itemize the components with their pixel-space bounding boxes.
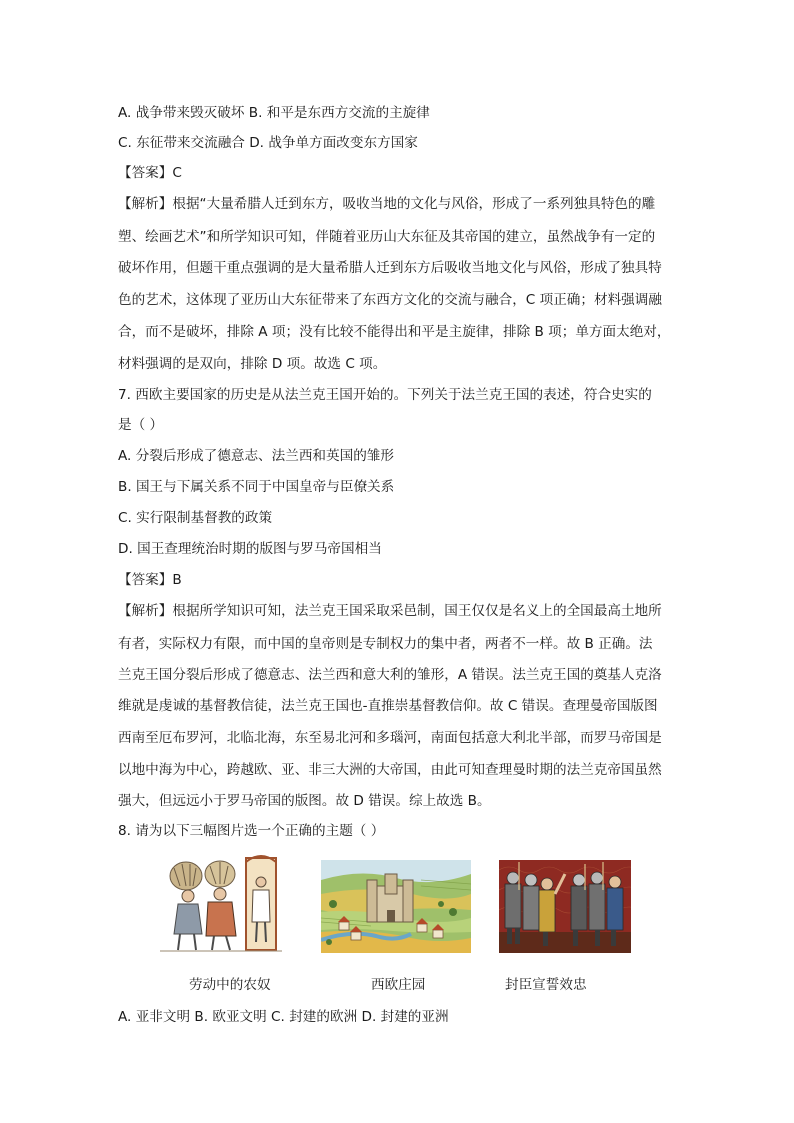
- q6-analysis-line: 色的艺术，这体现了亚历山大东征带来了东西方文化的交流与融合，C 项正确；材料强调融: [118, 292, 662, 308]
- q6-analysis-line: 合，而不是破坏，排除 A 项；没有比较不能得出和平是主旋律，排除 B 项；单方面太绝对，: [118, 324, 671, 340]
- q8-stem: 8. 请为以下三幅图片选一个正确的主题（ ）: [118, 823, 385, 839]
- q7-analysis-line: 兰克王国分裂后形成了德意志、法兰西和意大利的雏形，A 错误。法兰克王国的奠基人克洛: [118, 667, 662, 683]
- q7-option-c: C. 实行限制基督教的政策: [118, 510, 273, 526]
- q7-analysis-line: 强大，但远远小于罗马帝国的版图。故 D 错误。综上故选 B。: [118, 793, 491, 809]
- q7-analysis-line: 西南至厄布罗河，北临北海，东至易北河和多瑙河，南面包括意大利北半部，而罗马帝国是: [118, 730, 662, 746]
- q6-options-line1: A. 战争带来毁灭破坏 B. 和平是东西方交流的主旋律: [118, 105, 430, 121]
- q6-answer: 【答案】C: [118, 165, 182, 181]
- q7-analysis-line: 有者，实际权力有限，而中国的皇帝则是专制权力的集中者，两者不一样。故 B 正确。法: [118, 636, 653, 652]
- caption-manor: 西欧庄园: [371, 977, 426, 993]
- q6-options-line2: C. 东征带来交流融合 D. 战争单方面改变东方国家: [118, 135, 418, 151]
- q6-analysis-line: 材料强调的是双向，排除 D 项。故选 C 项。: [118, 356, 387, 372]
- vassal-oath-image: [499, 860, 631, 953]
- q7-answer: 【答案】B: [118, 572, 182, 588]
- q6-analysis-line: 【解析】根据“大量希腊人迁到东方，吸收当地的文化与风俗，形成了一系列独具特色的雕: [118, 196, 656, 212]
- q7-analysis-line: 【解析】根据所学知识可知，法兰克王国采取采邑制，国王仅仅是名义上的全国最高土地所: [118, 603, 662, 619]
- q7-analysis-line: 维就是虔诚的基督教信徒，法兰克王国也-直推崇基督教信仰。故 C 错误。查理曼帝国版图: [118, 698, 658, 714]
- q6-analysis-line: 塑、绘画艺术”和所学知识可知，伴随着亚历山大东征及其帝国的建立，虽然战争有一定的: [118, 229, 656, 245]
- q7-option-b: B. 国王与下属关系不同于中国皇帝与臣僚关系: [118, 479, 395, 495]
- q7-stem-line2: 是（ ）: [118, 417, 164, 433]
- q6-analysis-line: 破坏作用，但题干重点强调的是大量希腊人迁到东方后吸收当地文化与风俗，形成了独具特: [118, 260, 662, 276]
- manor-image: [321, 860, 471, 953]
- caption-vassal-oath: 封臣宣誓效忠: [505, 977, 587, 993]
- q7-stem-line1: 7. 西欧主要国家的历史是从法兰克王国开始的。下列关于法兰克王国的表述，符合史实的: [118, 387, 652, 403]
- q7-option-d: D. 国王查理统治时期的版图与罗马帝国相当: [118, 541, 382, 557]
- q8-options: A. 亚非文明 B. 欧亚文明 C. 封建的欧洲 D. 封建的亚洲: [118, 1009, 449, 1025]
- q7-option-a: A. 分裂后形成了德意志、法兰西和英国的雏形: [118, 448, 394, 464]
- serfs-laboring-image: [160, 852, 282, 954]
- q7-analysis-line: 以地中海为中心，跨越欧、亚、非三大洲的大帝国，由此可知查理曼时期的法兰克帝国虽然: [118, 762, 662, 778]
- caption-serfs: 劳动中的农奴: [189, 977, 271, 993]
